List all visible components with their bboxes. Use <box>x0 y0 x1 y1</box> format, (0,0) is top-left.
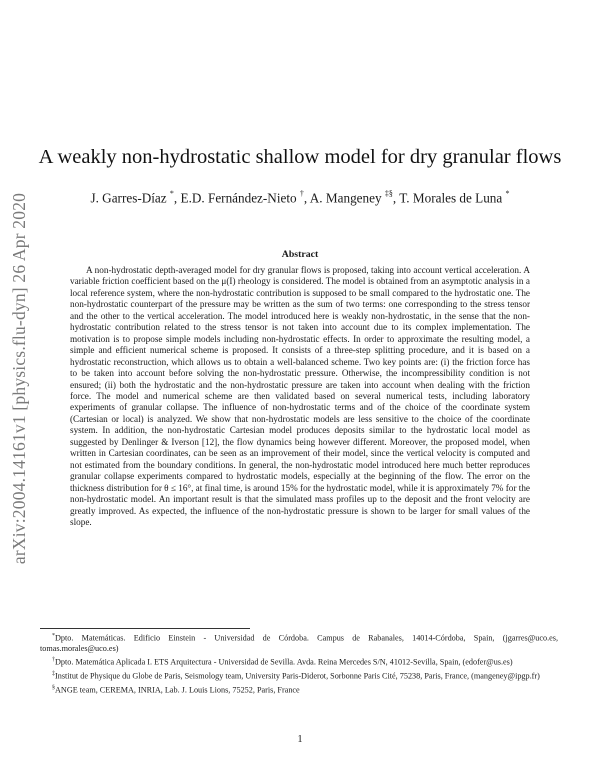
footnote-text: ANGE team, CEREMA, INRIA, Lab. J. Louis Lions, 75252, Paris, France <box>55 685 300 695</box>
footnote-text: Institut de Physique du Globe de Paris, Seismology team, University Paris-Diderot, Sorbonne Paris Cité, 75238, Paris, France, (mangeney@ipgp.fr) <box>55 671 540 681</box>
footnotes <box>40 631 558 696</box>
arxiv-stamp-text: arXiv:2004.14161v1 [physics.flu-dyn] 26 Apr 2020 <box>9 192 30 564</box>
paper-title: A weakly non-hydrostatic shallow model for dry granular flows <box>38 146 562 168</box>
author-name: T. Morales de Luna <box>399 190 503 206</box>
author-affiliation-mark: † <box>299 189 304 198</box>
footnote-divider <box>40 628 250 629</box>
abstract-body: A non-hydrostatic depth-averaged model for dry granular flows is proposed, taking into account vertical acceleration. A variable friction coefficient based on the μ(I) rheology is considered. The model is obtained from an asymptotic analysis in a local reference system, where the non-hydrostatic contribution is supposed to be small compared to the hydrostatic one. The non-hydrostatic counterpart of the pressure may be written as the sum of two terms: one corresponding to the stress tensor and the other to the vertical acceleration. The model introduced here is weakly non-hydrostatic, in the sense that the non-hydrostatic contribution related to the stress tensor is not taken into account due to its complex implementation. The motivation is to propose simple models including non-hydrostatic effects. In order to approximate the resulting model, a simple and efficient numerical scheme is proposed. It consists of a three-step splitting procedure, and it is based on a hydrostatic reconstruction, which allows us to obtain a well-balanced scheme. Two key points are: (i) the friction force has to be taken into account before solving the non-hydrostatic pressure. Otherwise, the incompressibility condition is not ensured; (ii) both the hydrostatic and the non-hydrostatic pressure are taken into account when dealing with the friction force. The model and numerical scheme are then validated based on several numerical tests, including laboratory experiments of granular collapse. The influence of non-hydrostatic terms and of the choice of the coordinate system (Cartesian or local) is analyzed. We show that non-hydrostatic models are less sensitive to the choice of the coordinate system. In addition, the non-hydrostatic Cartesian model produces deposits similar to the hydrostatic local model as suggested by Denlinger & Iverson [12], the flow dynamics being however different. Moreover, the proposed model, when written in Cartesian coordinates, can be seen as an improvement of their model, since the vertical velocity is computed and not estimated from the boundary conditions. In general, the non-hydrostatic model introduced here much better reproduces granular collapse experiments compared to hydrostatic models, especially at the beginning of the flow. The error on the thickness distribution for θ ≤ 16°, at final time, is around 15% for the hydrostatic model, while it is approximately 7% for the non-hydrostatic model. An important result is that the simulated mass profiles up to the deposit and the front velocity are greatly improved. As expected, the influence of the non-hydrostatic pressure is shown to be larger for small values of the slope. <box>70 265 530 527</box>
footnote <box>40 631 558 655</box>
author-list: J. Garres-Díaz *, E.D. Fernández-Nieto †, A. Mangeney ‡§, T. Morales de Luna * <box>90 189 510 206</box>
author-name: E.D. Fernández-Nieto <box>180 190 297 206</box>
footnote <box>40 655 558 668</box>
author-name: J. Garres-Díaz <box>90 190 167 206</box>
footnote <box>40 683 558 696</box>
arxiv-identifier-stamp <box>0 168 40 588</box>
footnote-mark: † <box>52 657 55 664</box>
author-affiliation-mark: * <box>505 189 510 198</box>
author-name: A. Mangeney <box>309 190 382 206</box>
footnote-mark: * <box>52 633 55 639</box>
footnote-mark: § <box>52 684 55 691</box>
footnote <box>40 669 558 682</box>
page-number: 1 <box>297 734 303 745</box>
footnote-text: Dpto. Matemáticas. Edificio Einstein - Universidad de Córdoba. Campus de Rabanales, 14014-Córdoba, Spain, (jgarres@uco.es, tomas.morales@uco.es) <box>40 633 558 654</box>
footnote-mark: ‡ <box>52 670 55 677</box>
abstract-heading: Abstract <box>281 249 319 260</box>
author-affiliation-mark: * <box>169 189 174 198</box>
author-affiliation-mark: ‡§ <box>384 189 393 198</box>
footnote-text: Dpto. Matemática Aplicada I. ETS Arquitectura - Universidad de Sevilla. Avda. Reina Mercedes S/N, 41012-Sevilla, Spain, (edofer@us.es) <box>55 657 513 667</box>
